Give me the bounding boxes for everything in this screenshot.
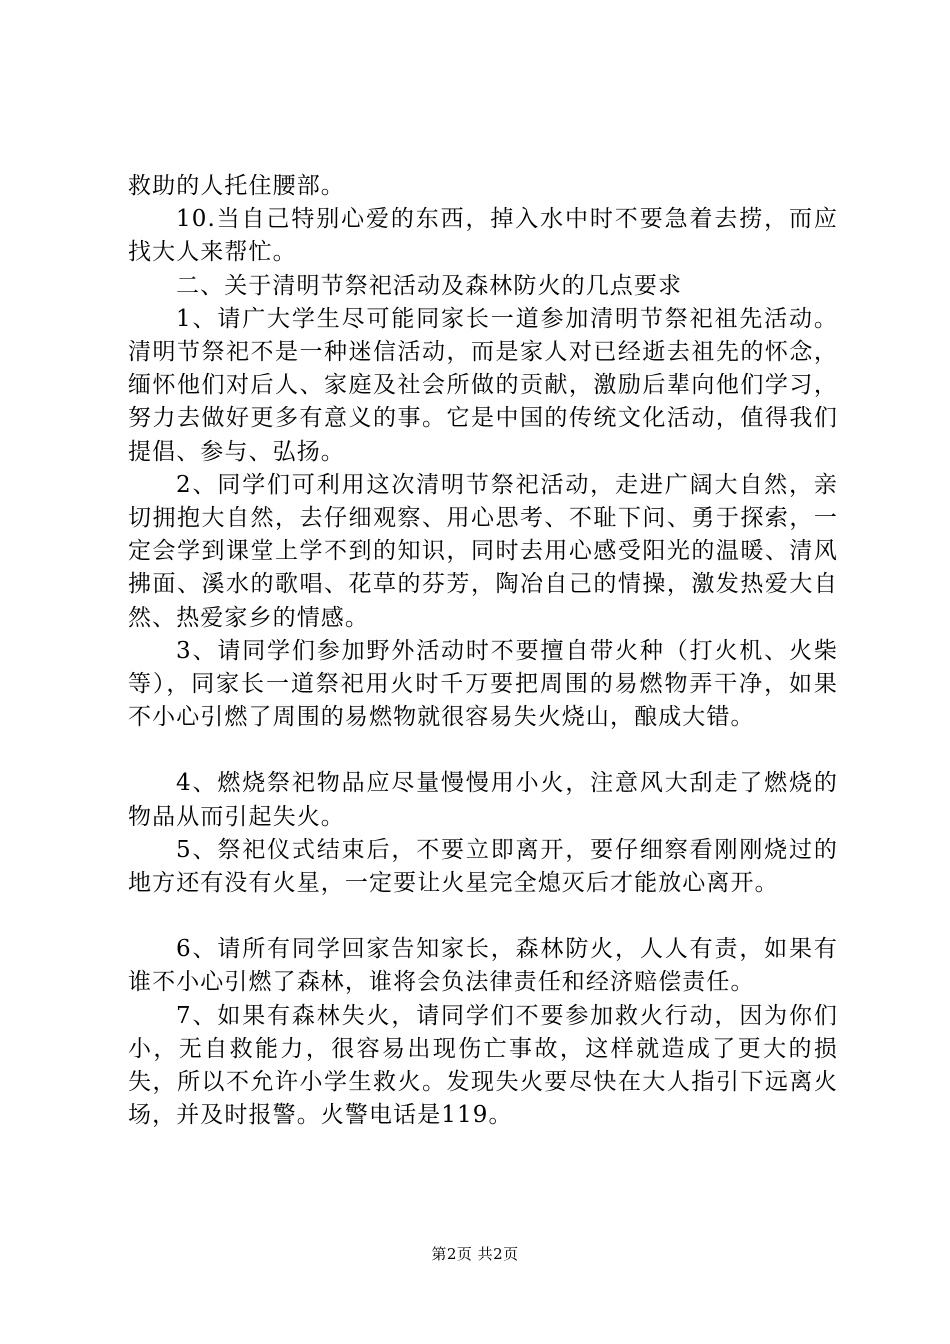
paragraph-requirement-6: 6、请所有同学回家告知家长，森林防火，人人有责，如果有谁不小心引燃了森林，谁将会负法律责任和经济赔偿责任。 [128,936,838,996]
paragraph-requirement-5: 5、祭祀仪式结束后，不要立即离开，要仔细察看刚刚烧过的地方还有没有火星，一定要让火星完全熄灭后才能放心离开。 [128,836,838,897]
paragraph-requirement-2: 2、同学们可利用这次清明节祭祀活动，走进广阔大自然，亲切拥抱大自然，去仔细观察、用心思考、不耻下问、勇于探索，一定会学到课堂上学不到的知识，同时去用心感受阳光的温暖、清风拂面、溪水的歌唱、花草的芬芳，陶冶自己的情操，激发热爱大自然、热爱家乡的情感。 [128,471,838,631]
page-footer: 第2页 共2页 [431,1245,519,1263]
section-heading: 二、关于清明节祭祀活动及森林防火的几点要求 [176,272,683,299]
document-body [128,170,838,1132]
paragraph-requirement-7: 7、如果有森林失火，请同学们不要参加救火行动，因为你们小，无自救能力，很容易出现伤亡事故，这样就造成了更大的损失，所以不允许小学生救火。发现失火要尽快在大人指引下远离火场，并及时报警。火警电话是119。 [128,1002,838,1129]
paragraph-requirement-1: 1、请广大学生尽可能同家长一道参加清明节祭祀祖先活动。清明节祭祀不是一种迷信活动，而是家人对已经逝去祖先的怀念，缅怀他们对后人、家庭及社会所做的贡献，激励后辈向他们学习，努力去做好更多有意义的事。它是中国的传统文化活动，值得我们提倡、参与、弘扬。 [128,305,838,465]
paragraph-requirement-3: 3、请同学们参加野外活动时不要擅自带火种（打火机、火柴等），同家长一道祭祀用火时千万要把周围的易燃物弄干净，如果不小心引燃了周围的易燃物就很容易失火烧山，酿成大错。 [128,637,838,731]
paragraph-item-10: 10.当自己特别心爱的东西，掉入水中时不要急着去捞，而应找大人来帮忙。 [128,206,838,266]
paragraph-requirement-4: 4、燃烧祭祀物品应尽量慢慢用小火，注意风大刮走了燃烧的物品从而引起失火。 [128,770,838,830]
paragraph-continuation: 救助的人托住腰部。 [128,173,345,199]
